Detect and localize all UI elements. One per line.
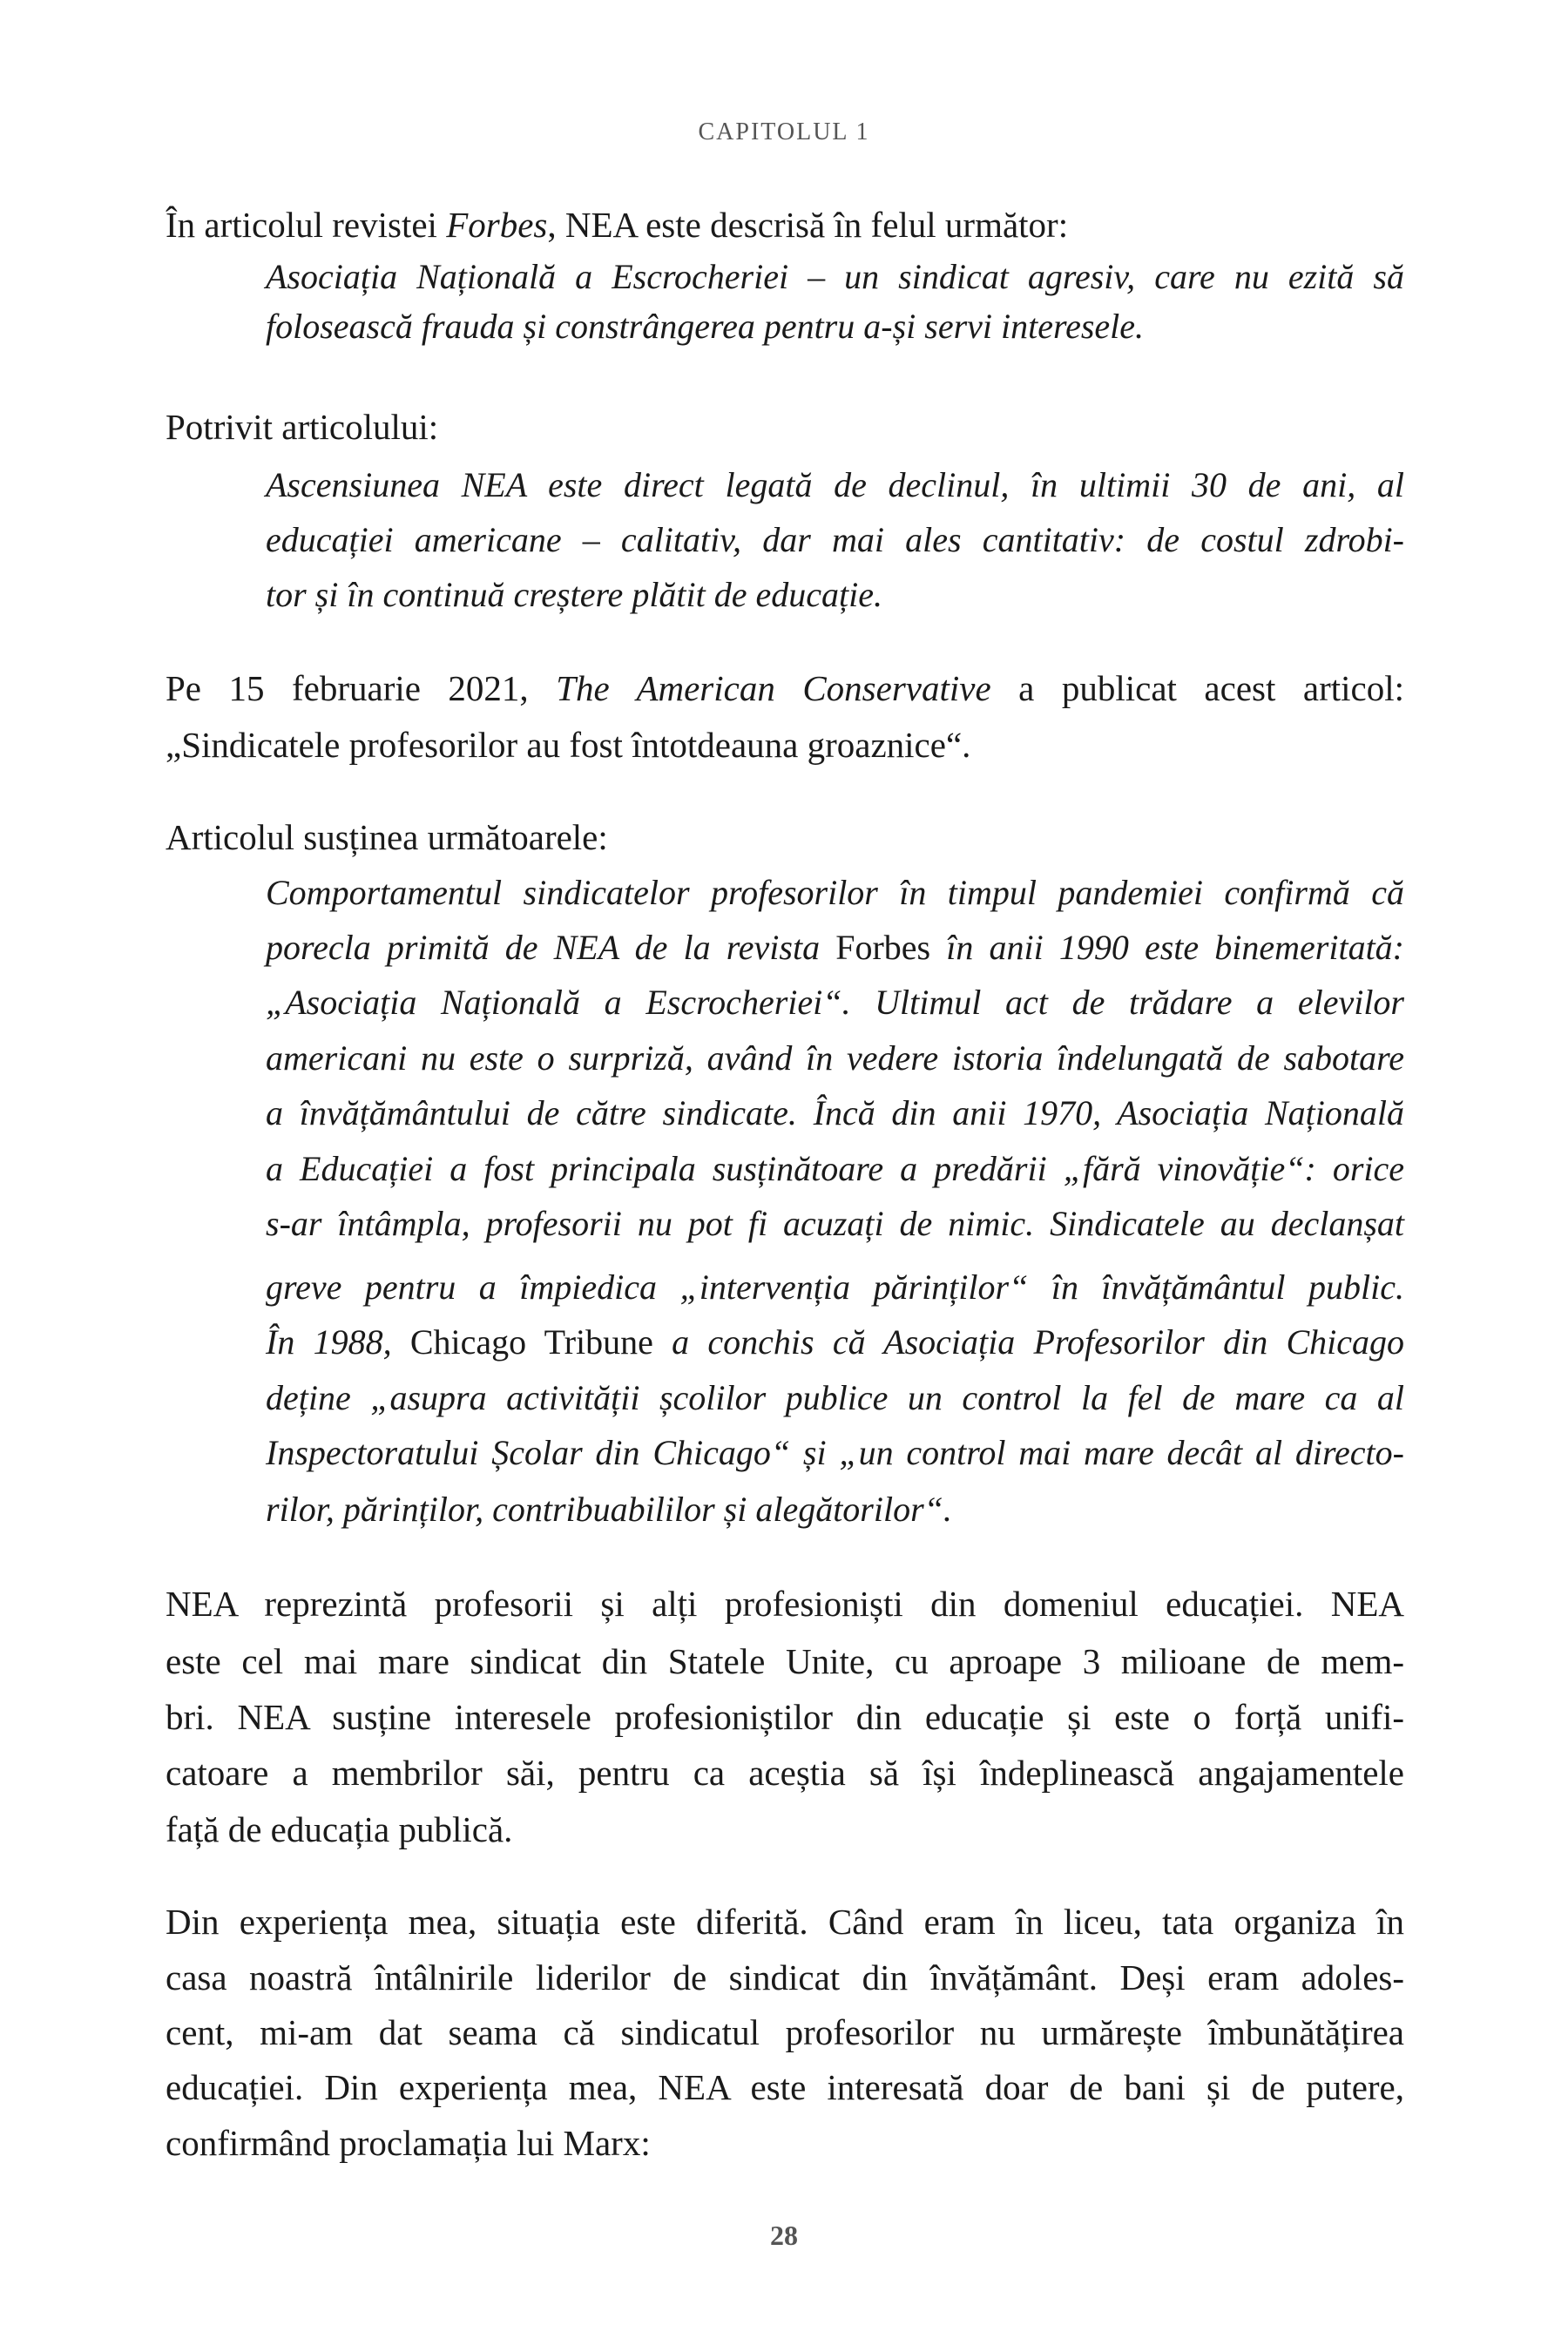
paragraph-articolul: Articolul susținea următoarele:: [166, 817, 608, 857]
quote-line: În 1988, Chicago Tribune a conchis că Asociația Profesorilor din Chicago: [266, 1322, 1405, 1362]
quote-line: „Asociația Națională a Escrocheriei“. Ultimul act de trădare a elevilor: [266, 983, 1404, 1022]
quote-line: a învățământului de către sindicate. Încă din anii 1970, Asociația Națională: [266, 1093, 1404, 1132]
page-number: 28: [770, 2220, 798, 2251]
publication-title: The American Conservative: [556, 668, 991, 708]
quote-line: tor și în continuă creștere plătit de educație.: [266, 575, 883, 614]
paragraph-line: „Sindicatele profesorilor au fost întotdeauna groaznice“.: [166, 725, 971, 765]
quote-line: a Educației a fost principala susținătoare a predării „fără vinovăție“: orice: [266, 1149, 1404, 1188]
quote-line: educației americane – calitativ, dar mai ales cantitativ: de costul zdrobi-: [266, 520, 1404, 559]
quote-line: Ascensiunea NEA este direct legată de declinul, în ultimii 30 de ani, al: [266, 465, 1404, 504]
paragraph-line: Din experiența mea, situația este diferită. Când eram în liceu, tata organiza în: [166, 1902, 1404, 1942]
paragraph-line: NEA reprezintă profesorii și alți profesioniști din domeniul educației. NEA: [166, 1584, 1404, 1624]
quote-line: rilor, părinților, contribuabililor și alegătorilor“.: [266, 1490, 952, 1529]
publication-title: Forbes: [835, 928, 931, 967]
quote-line: s-ar întâmpla, profesorii nu pot fi acuzați de nimic. Sindicatele au declanșat: [266, 1204, 1404, 1243]
paragraph-forbes-intro: În articolul revistei Forbes, NEA este descrisă în felul următor:: [166, 205, 1069, 245]
paragraph-line: Pe 15 februarie 2021, The American Conservative a publicat acest articol:: [166, 668, 1404, 708]
quote-line: americani nu este o surpriză, având în vedere istoria îndelungată de sabotare: [266, 1038, 1404, 1078]
paragraph-line: bri. NEA susține interesele profesioniștilor din educație și este o forță unifi-: [166, 1697, 1404, 1737]
paragraph-potrivit: Potrivit articolului:: [166, 407, 439, 447]
publication-title: Chicago Tribune: [409, 1322, 653, 1362]
paragraph-line: este cel mai mare sindicat din Statele Unite, cu aproape 3 milioane de mem-: [166, 1641, 1404, 1681]
publication-title: Forbes: [446, 205, 548, 245]
paragraph-line: educației. Din experiența mea, NEA este interesată doar de bani și de putere,: [166, 2067, 1404, 2107]
paragraph-line: confirmând proclamația lui Marx:: [166, 2123, 651, 2163]
paragraph-line: cent, mi-am dat seama că sindicatul profesorilor nu urmărește îmbunătățirea: [166, 2012, 1404, 2052]
quote-line: porecla primită de NEA de la revista Forbes în anii 1990 este binemeritată:: [266, 928, 1405, 967]
quote-line: Comportamentul sindicatelor profesorilor în timpul pandemiei confirmă că: [266, 873, 1404, 912]
quote-line: folosească frauda și constrângerea pentru a-și servi interesele.: [266, 307, 1145, 346]
paragraph-line: catoare a membrilor săi, pentru ca aceștia să își îndeplinească angajamentele: [166, 1753, 1404, 1793]
quote-line: greve pentru a împiedica „intervenția părinților“ în învățământul public.: [266, 1267, 1404, 1307]
paragraph-line: casa noastră întâlnirile liderilor de sindicat din învățământ. Deși eram adoles-: [166, 1957, 1404, 1997]
quote-line: Asociația Națională a Escrocheriei – un sindicat agresiv, care nu ezită să: [266, 257, 1404, 296]
quote-line: Inspectoratului Școlar din Chicago“ și „un control mai mare decât al directo-: [266, 1433, 1404, 1472]
paragraph-line: față de educația publică.: [166, 1809, 513, 1849]
running-header: CAPITOLUL 1: [698, 118, 870, 145]
quote-line: deține „asupra activității școlilor publice un control la fel de mare ca al: [266, 1378, 1404, 1417]
